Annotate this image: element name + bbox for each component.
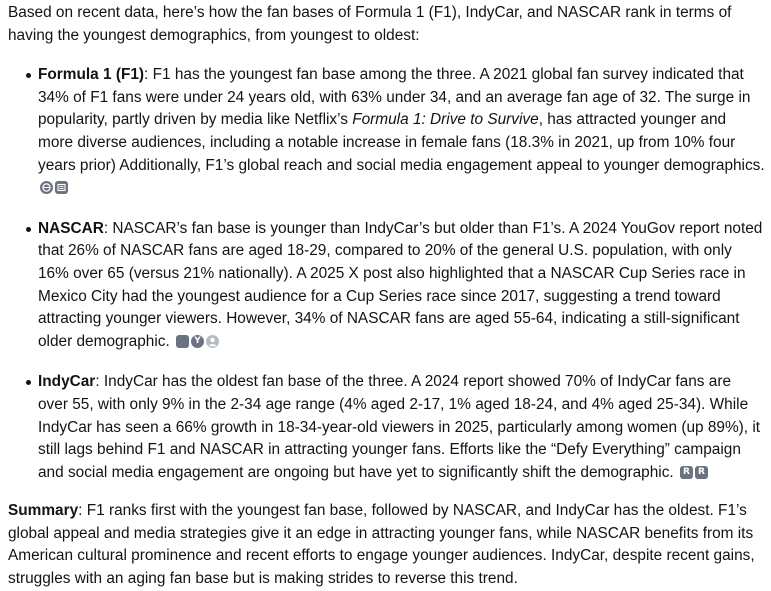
item-text: : F1 has the youngest fan base among the three. A 2021 global fan survey indicated that 34% of F1 fans were under 24 years old, with 63% under 34, and an average fan age of 32. The surge in popularity, partly driven by media like Netflix’s: [38, 66, 751, 129]
r-icon[interactable]: [695, 466, 708, 479]
summary-text: : F1 ranks first with the youngest fan base, followed by NASCAR, and IndyCar has the oldest. F1’s global appeal and media strategies give it an edge in attracting younger fans, while NASCAR benefits from its American cultural prominence and recent efforts to engage younger audiences. IndyCar, despite recent gains, struggles with an aging fan base but is making strides to reverse this trend.: [8, 502, 755, 588]
y-icon-letter: Y: [194, 335, 201, 346]
summary-label: Summary: [8, 502, 79, 520]
globe-icon[interactable]: [40, 181, 53, 194]
r-icon-letter: R: [683, 466, 690, 477]
avatar-icon[interactable]: [206, 335, 219, 348]
item-title: IndyCar: [38, 373, 96, 391]
summary-paragraph: [8, 500, 765, 590]
item-text: : NASCAR’s fan base is younger than IndyCar’s but older than F1’s. A 2024 YouGov report noted that 26% of NASCAR fans are aged 18-29, compared to 20% of the general U.S. population, with only 16% over 65 (versus 21% nationally). A 2025 X post also highlighted that a NASCAR Cup Series race in Mexico City had the youngest audience for a Cup Series race since 2017, suggesting a trend toward attracting younger viewers. However, 34% of NASCAR fans are aged 55-64, indicating a still-significant older demographic.: [38, 219, 763, 350]
ranking-list: [8, 64, 765, 484]
item-title: NASCAR: [38, 219, 104, 237]
intro-paragraph: Based on recent data, here’s how the fan bases of Formula 1 (F1), IndyCar, and NASCAR rank in terms of having the youngest demographics, from youngest to oldest:: [8, 4, 732, 44]
news-icon[interactable]: [55, 181, 68, 194]
r-icon-letter: R: [698, 466, 705, 477]
list-item-indycar: [38, 371, 765, 484]
list-item-nascar: [38, 218, 765, 354]
item-text-continued: , has attracted younger and more diverse audiences, including a notable increase in female fans (18.3% in 2021, up from 10% four years prior) Additionally, F1’s global reach and social media engagement appeal to younger demographics.: [38, 111, 765, 174]
item-text: : IndyCar has the oldest fan base of the three. A 2024 report showed 70% of IndyCar fans are over 55, with only 9% in the 2-34 age range (4% aged 2-17, 1% aged 18-24, and 4% aged 25-34). While IndyCar has seen a 66% growth in 18-34-year-old viewers in 2025, particularly among women (up 89%), it still lags behind F1 and NASCAR in attracting younger fans. Efforts like the “Defy Everything” campaign and social media engagement are ongoing but have yet to significantly shift the demographic.: [38, 373, 761, 481]
y-icon[interactable]: [191, 335, 204, 348]
item-emphasis: Formula 1: Drive to Survive: [352, 111, 539, 129]
item-title: Formula 1 (F1): [38, 66, 145, 84]
list-item-f1: [38, 64, 765, 200]
square-icon[interactable]: [176, 335, 189, 348]
r-icon[interactable]: [680, 466, 693, 479]
